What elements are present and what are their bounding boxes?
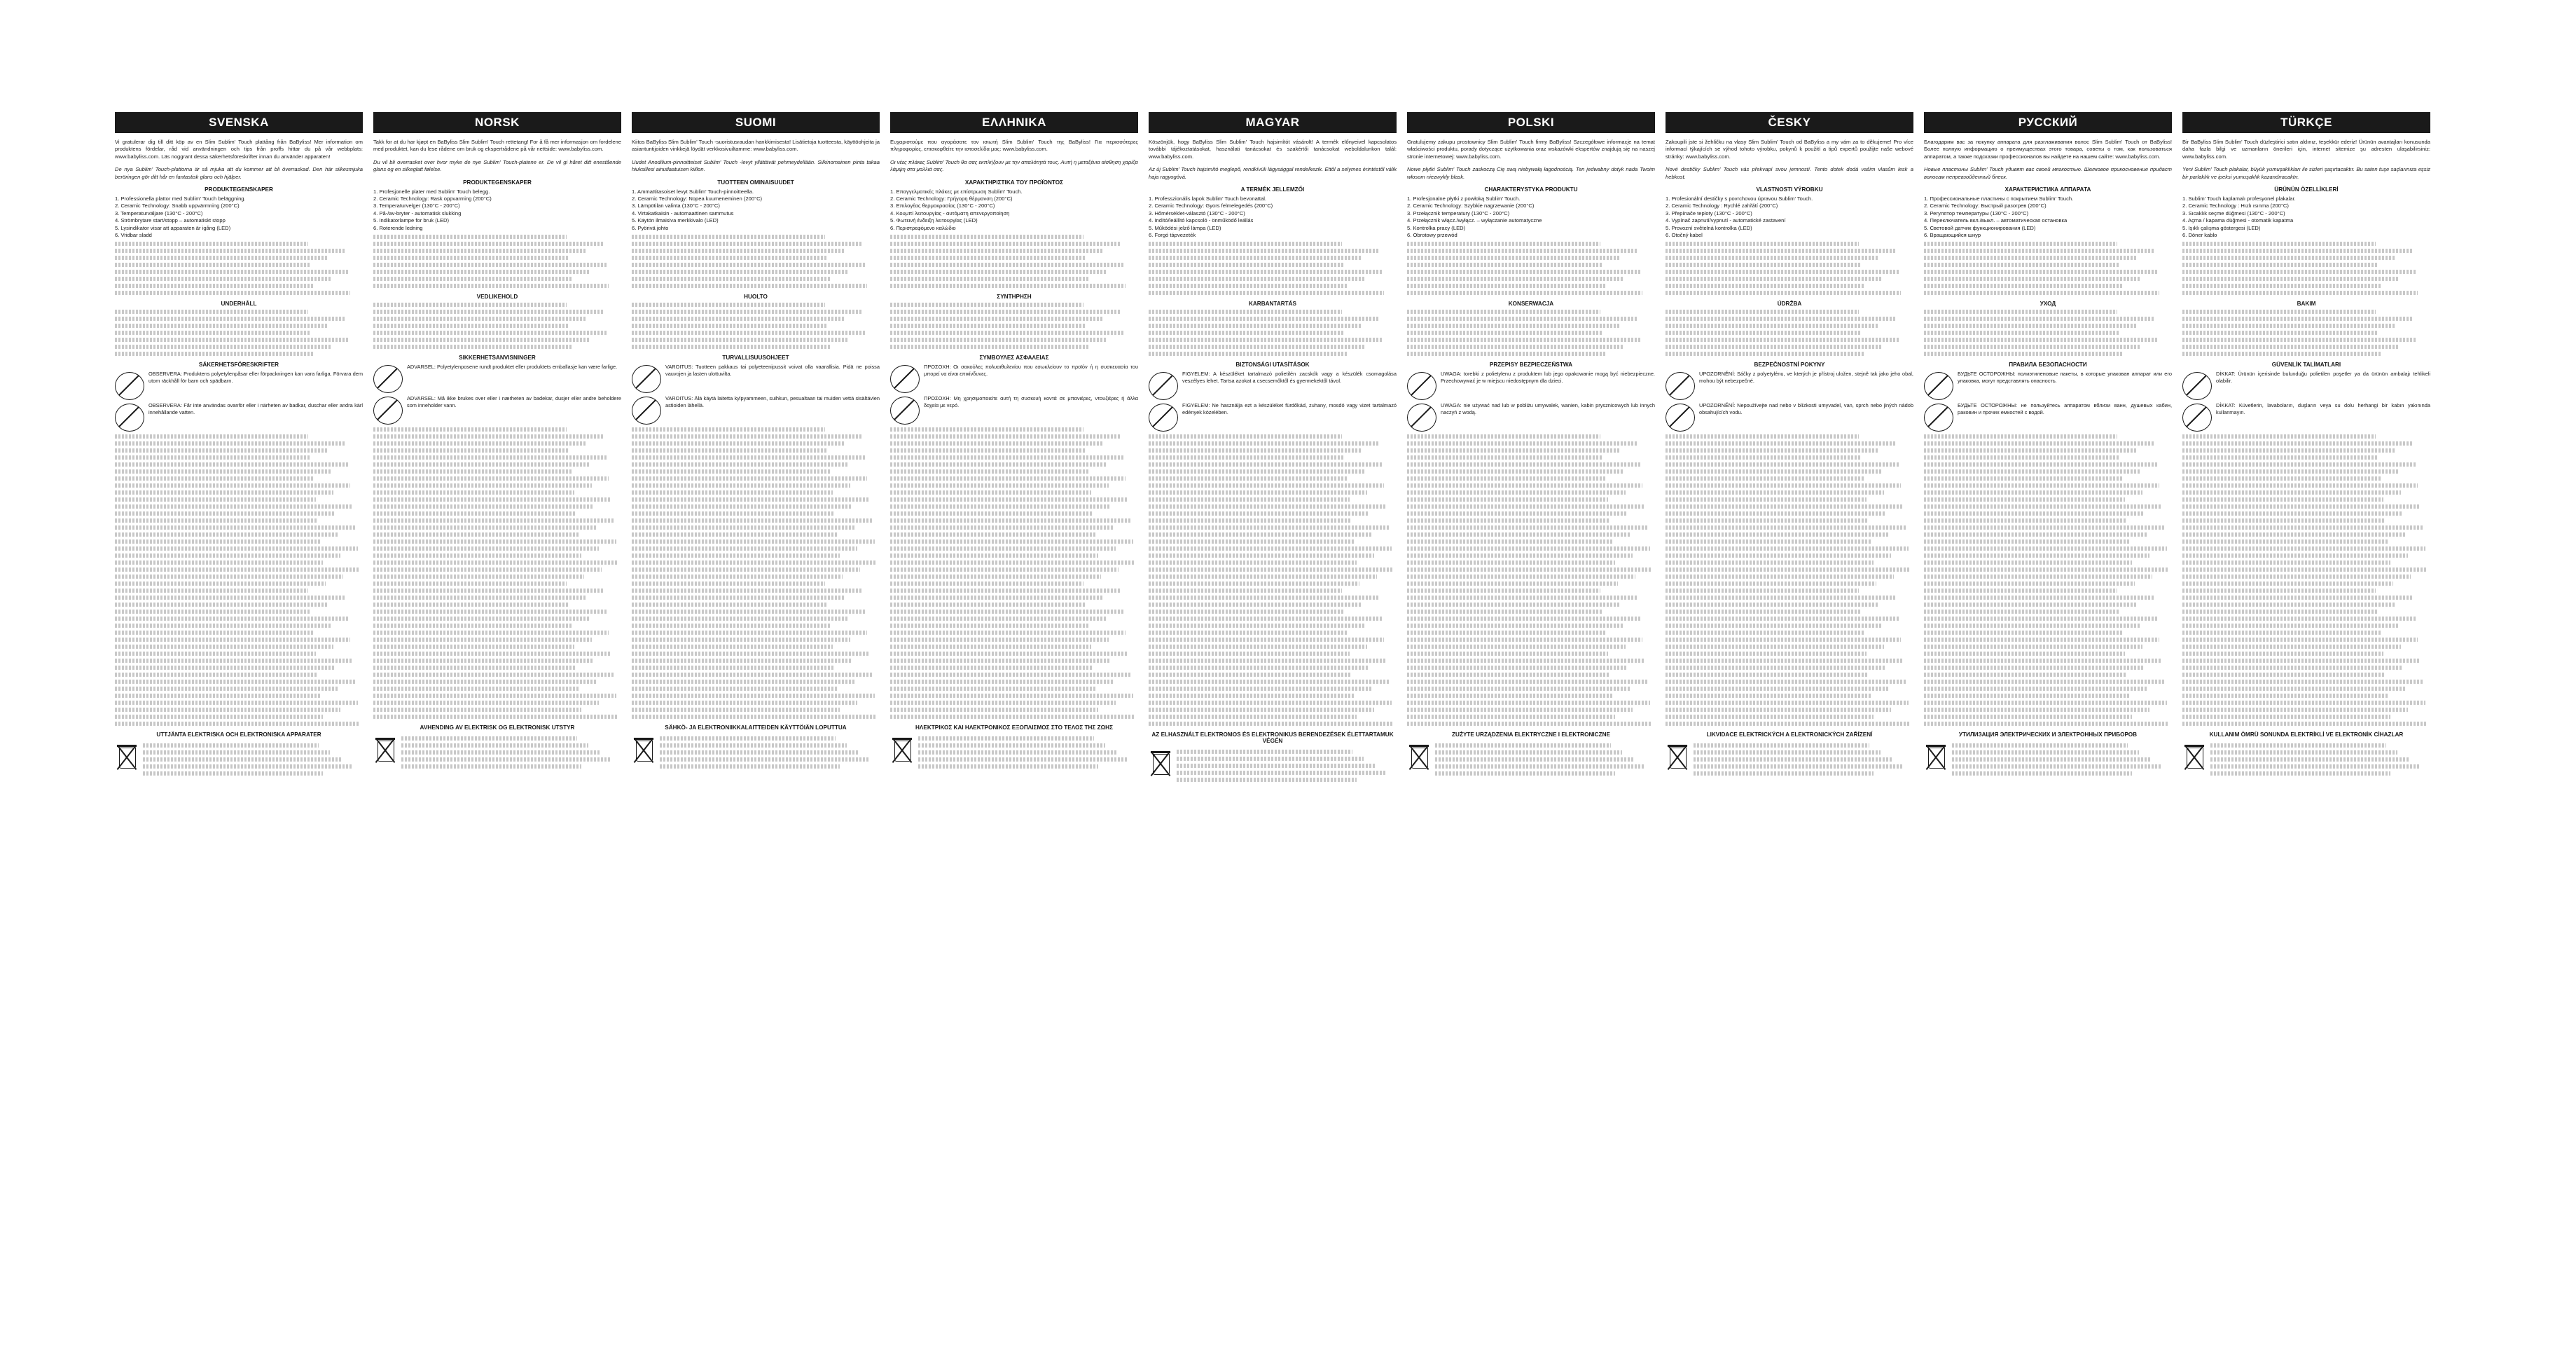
features-title: PRODUKTEGENSKAPER <box>463 179 532 186</box>
care-title: УХОД <box>2040 301 2056 308</box>
care-title: VEDLIKEHOLD <box>476 294 518 301</box>
feature-item: 4. Κουμπί λειτουργίας - αυτόματη απενεργοποίηση <box>890 209 1010 216</box>
safety-text-block <box>2182 434 2430 726</box>
safety-warning <box>1924 371 2172 400</box>
feature-item: 1. Profesjonelle plater med Sublim' Touch belegg. <box>373 188 490 195</box>
features-title: ÜRÜNÜN ÖZELLİKLERİ <box>2274 186 2339 193</box>
language-header: TÜRKÇE <box>2182 112 2430 133</box>
care-title: HUOLTO <box>744 294 768 301</box>
care-title: KONSERWACJA <box>1508 301 1554 308</box>
safety-title: PRZEPISY BEZPIECZEŃSTWA <box>1489 362 1573 369</box>
feature-item: 5. Működési jelző lámpa (LED) <box>1149 224 1221 231</box>
feature-item: 6. Forgó tápvezeték <box>1149 232 1196 239</box>
safety-text-block <box>1407 434 1655 726</box>
safety-warning-text: БУДЬТЕ ОСТОРОЖНЫ: полиэтиленовые пакеты, в которые упакован аппарат или его упаковка, могут представлять опасность. <box>1958 371 2172 385</box>
safety-warning-text: ADVARSEL: Polyetylenposene rundt produktet eller produktets emballasje kan være farlige. <box>407 364 618 371</box>
care-text-block <box>1666 310 1913 356</box>
body-text-block <box>115 242 363 295</box>
weee-notice <box>890 734 1138 771</box>
intro-italic-text: Nowe płytki Sublim' Touch zaskoczą Cię swą niebywałą łagodnością. Ten jedwabny dotyk nada Twoim włosom niezwykły blask. <box>1407 166 1655 180</box>
intro-text: Ευχαριστούμε που αγοράσατε τον ισιωτή Slim Sublim' Touch της BaByliss! Για περισσότερες πληροφορίες, επισκεφθείτε την ιστοσελίδα μας: www.babyliss.com. <box>890 139 1138 153</box>
language-column <box>373 112 621 1366</box>
weee-notice <box>1407 741 1655 778</box>
safety-warning <box>632 364 880 393</box>
features-title: PRODUKTEGENSKAPER <box>205 186 273 193</box>
language-header: РУССКИЙ <box>1924 112 2172 133</box>
features-list <box>1149 195 1397 239</box>
feature-item: 3. Przełącznik temperatury (130°C - 200°C) <box>1407 209 1510 216</box>
safety-title: BEZPEČNOSTNÍ POKYNY <box>1754 362 1825 369</box>
weee-title: LIKVIDACE ELEKTRICKÝCH A ELEKTRONICKÝCH ZAŘÍZENÍ <box>1706 731 1873 738</box>
safety-warning-text: UPOZORNĚNÍ: Sáčky z polyetylénu, ve kterých je přístroj uložen, stejně tak jako jeho obal, mohou být nebezpečné. <box>1699 371 1913 385</box>
safety-warning <box>1407 402 1655 432</box>
prohibition-icon <box>1924 372 1953 400</box>
feature-item: 3. Hőmérséklet-választó (130°C - 200°C) <box>1149 209 1245 216</box>
weee-title: SÄHKÖ- JA ELEKTRONIIKKALAITTEIDEN KÄYTTÖIÄN LOPUTTUA <box>665 724 847 731</box>
intro-italic-text: Nové destičky Sublim' Touch vás překvapí svou jemností. Tento dotek dodá vašim vlasům lesk a hebkost. <box>1666 166 1913 180</box>
safety-warning-text: ADVARSEL: Må ikke brukes over eller i nærheten av badekar, dusjer eller andre beholdere som inneholder vann. <box>407 395 621 409</box>
weee-title: AVHENDING AV ELEKTRISK OG ELEKTRONISK UTSTYR <box>420 724 575 731</box>
feature-item: 6. Obrotowy przewód <box>1407 232 1457 239</box>
feature-item: 3. Sıcaklık seçme düğmesi (130°C - 200°C) <box>2182 209 2285 216</box>
feature-item: 1. Sublim' Touch kaplamalı profesyonel plakalar. <box>2182 195 2296 202</box>
intro-text: Takk for at du har kjøpt en BaByliss Slim Sublim' Touch rettetang! For å få mer informasjon om fordelene med produktet, kan du lese rådene om bruk og ekspertrådene på vår nettside: www.babyliss.com. <box>373 139 621 153</box>
intro-text: Gratulujemy zakupu prostownicy Slim Sublim' Touch firmy BaByliss! Szczegółowe informacje na temat właściwości produktu, porady dotyczące użytkowania oraz wskazówki ekspertów znajdują się na naszej stronie internetowej: www.babyliss.com. <box>1407 139 1655 160</box>
features-title: VLASTNOSTI VÝROBKU <box>1756 186 1823 193</box>
intro-text: Zakoupili jste si žehličku na vlasy Slim Sublim' Touch od BaByliss a my vám za to děkujeme! Pro více informací týkajících se výhod tohoto výrobku, pokynů k použití a tipů expertů použijte naše webové stránky: www.babyliss.com. <box>1666 139 1913 160</box>
feature-item: 2. Ceramic Technology: Rask oppvarming (200°C) <box>373 195 492 202</box>
feature-item: 4. Açma / kapama düğmesi - otomatik kapatma <box>2182 217 2294 224</box>
intro-text: Vi gratulerar dig till ditt köp av en Slim Sublim' Touch plattång från BaByliss! Mer information om produktens fördelar, råd vid användningen och tips från proffs hittar du på vår webbplats: www.babyliss.com. Läs noggrant dessa säkerhetsföreskrifter innan du använder apparaten! <box>115 139 363 160</box>
prohibition-icon <box>890 397 920 425</box>
safety-warning-text: БУДЬТЕ ОСТОРОЖНЫ: не пользуйтесь аппаратом вблизи ванн, душевых кабин, раковин и прочих емкостей с водой. <box>1958 402 2172 416</box>
features-list <box>373 188 621 232</box>
features-list <box>1924 195 2172 239</box>
features-title: TUOTTEEN OMINAISUUDET <box>717 179 794 186</box>
crossed-bin-icon <box>2182 742 2206 771</box>
feature-item: 5. Işıklı çalışma göstergesi (LED) <box>2182 224 2261 231</box>
features-title: ХАРАКТЕРИСТИКА АППАРАТА <box>2004 186 2091 193</box>
intro-text: Bir BaByliss Slim Sublim' Touch düzleştirici satın aldınız, teşekkür ederiz! Ürünün avantajları konusunda daha fazla bilgi ve uzmanların önerileri için, internet sitemize şu adresten ulaşabilirsiniz: www.babyliss.com. <box>2182 139 2430 160</box>
safety-warning <box>373 364 621 393</box>
weee-title: AZ ELHASZNÁLT ELEKTROMOS ÉS ELEKTRONIKUS BERENDEZÉSEK ÉLETTARTAMUK VÉGÉN <box>1151 731 1394 745</box>
prohibition-icon <box>373 397 403 425</box>
crossed-bin-icon <box>632 735 656 764</box>
weee-notice <box>632 734 880 771</box>
language-column <box>1407 112 1655 1366</box>
safety-warning-text: UWAGA: nie używać nad lub w pobliżu umywalek, wanien, kabin prysznicowych lub innych naczyń z wodą. <box>1441 402 1655 416</box>
safety-warning <box>1407 371 1655 400</box>
prohibition-icon <box>1407 372 1436 400</box>
feature-item: 3. Επιλογέας θερμοκρασίας (130°C - 200°C) <box>890 202 995 209</box>
feature-item: 4. På-/av-bryter - automatisk slukking <box>373 209 462 216</box>
prohibition-icon <box>1924 404 1953 432</box>
care-title: BAKIM <box>2297 301 2316 308</box>
safety-title: SIKKERHETSANVISNINGER <box>459 355 536 362</box>
safety-warning-text: DİKKAT: Ürünün içerisinde bulunduğu polietilen poşetler ya da ürünün ambalajı tehlikeli olabilir. <box>2216 371 2430 385</box>
feature-item: 6. Περιστρεφόμενο καλώδιο <box>890 224 956 231</box>
safety-warning <box>1149 371 1397 400</box>
intro-italic-text: De nya Sublim' Touch-plattorna är så mjuka att du kommer att bli överraskad. Den här silkesmjuka beröringen gör ditt hår en fantastisk glans och hjälper. <box>115 166 363 180</box>
weee-text-block <box>401 734 621 771</box>
feature-item: 5. Kontrolka pracy (LED) <box>1407 224 1466 231</box>
feature-item: 5. Käytön ilmaisiva merkkivalo (LED) <box>632 217 719 224</box>
weee-notice <box>1666 741 1913 778</box>
feature-item: 4. Vypínač zapnutí/vypnutí - automatické zastavení <box>1666 217 1786 224</box>
weee-notice <box>115 741 363 778</box>
language-header: MAGYAR <box>1149 112 1397 133</box>
intro-italic-text: Du vil bli overrasket over hvor myke de nye Sublim' Touch-platene er. De vil gi håret ditt enestående glans og en silkeglatt følelse. <box>373 158 621 173</box>
safety-warning <box>890 364 1138 393</box>
safety-title: GÜVENLİK TALİMATLARI <box>2271 362 2341 369</box>
body-text-block <box>1407 242 1655 295</box>
feature-item: 5. Provozní světelná kontrolka (LED) <box>1666 224 1752 231</box>
feature-item: 6. Vridbar sladd <box>115 232 152 239</box>
language-column <box>2182 112 2430 1366</box>
weee-text-block <box>1435 741 1655 778</box>
crossed-bin-icon <box>1924 742 1948 771</box>
feature-item: 2. Ceramic Technology: Gyors felmelegedés (200°C) <box>1149 202 1273 209</box>
intro-italic-text: Uudet Anodilium-pinnoitteiset Sublim' Touch -levyt yllättävät pehmeydellään. Silkinomainen pinta takaa hiuksillesi ainutlaatuisen kiillon. <box>632 158 880 173</box>
feature-item: 1. Professzionális lapok Sublim' Touch bevonattal. <box>1149 195 1267 202</box>
safety-warning-text: DİKKAT: Küvetlerin, lavaboların, duşların veya su dolu herhangi bir kabın yakınında kullanmayın. <box>2216 402 2430 416</box>
feature-item: 6. Roterende ledning <box>373 224 423 231</box>
care-text-block <box>1924 310 2172 356</box>
intro-italic-text: Новые пластины Sublim' Touch удивят вас своей мягкостью. Шелковое прикосновение придаст волосам непревзойденный блеск. <box>1924 166 2172 180</box>
language-column <box>1924 112 2172 1366</box>
crossed-bin-icon <box>1149 748 1172 778</box>
safety-warning <box>373 395 621 425</box>
feature-item: 3. Lämpötilan valinta (130°C - 200°C) <box>632 202 720 209</box>
weee-title: ΗΛΕΚΤΡΙΚΟΣ ΚΑΙ ΗΛΕΚΤΡΟΝΙΚΟΣ ΕΞΟΠΛΙΣΜΟΣ ΣΤΟ ΤΕΛΟΣ ΤΗΣ ΖΩΗΣ <box>915 724 1113 731</box>
feature-item: 3. Temperaturvelger (130°C - 200°C) <box>373 202 460 209</box>
feature-item: 3. Přepínače teploty (130°C - 200°C) <box>1666 209 1752 216</box>
safety-warning <box>2182 371 2430 400</box>
feature-item: 5. Lysindikator visar att apparaten är igång (LED) <box>115 224 231 231</box>
prohibition-icon <box>2182 372 2212 400</box>
weee-text-block <box>1952 741 2172 778</box>
intro-italic-text: Οι νέες πλάκες Sublim' Touch θα σας εκπλήξουν με την απαλότητά τους. Αυτή η μεταξένια αίσθηση χαρίζει λάμψη στα μαλλιά σας. <box>890 158 1138 173</box>
safety-warning-text: UPOZORNĚNÍ: Nepoužívejte nad nebo v blízkosti umyvadel, van, sprch nebo jiných nádob obsahujících vodu. <box>1699 402 1913 416</box>
features-list <box>115 195 363 239</box>
feature-item: 4. Virtakatkaisin - automaattinen sammutus <box>632 209 734 216</box>
feature-item: 3. Temperaturväljare (130°C - 200°C) <box>115 209 203 216</box>
prohibition-icon <box>115 372 144 400</box>
weee-title: UTTJÄNTA ELEKTRISKA OCH ELEKTRONISKA APPARATER <box>156 731 321 738</box>
feature-item: 1. Ammattitasoiset levyt Sublim' Touch-pinnoitteella. <box>632 188 754 195</box>
safety-warning-text: FIGYELEM: A készüléket tartalmazó polietilén zacskók vagy a készülék csomagolása veszélyes lehet. Tartsa azokat a csecsemőktől és gyermekektől távol. <box>1182 371 1397 385</box>
care-title: UNDERHÅLL <box>221 301 257 308</box>
body-text-block <box>890 235 1138 288</box>
weee-text-block <box>1694 741 1913 778</box>
weee-title: KULLANIM ÖMRÜ SONUNDA ELEKTRİKLİ VE ELEKTRONİK CİHAZLAR <box>2209 731 2404 738</box>
safety-warning-text: OBSERVERA: Får inte användas ovanför eller i närheten av badkar, duschar eller andra kärl innehållande vatten. <box>148 402 363 416</box>
safety-warning-text: UWAGA: torebki z polietylenu z produktem lub jego opakowanie mogą być niebezpieczne. Przechowywać je w miejscu niedostępnym dla dzieci. <box>1441 371 1655 385</box>
feature-item: 6. Вращающийся шнур <box>1924 232 1981 239</box>
safety-text-block <box>890 427 1138 719</box>
safety-warning <box>115 371 363 400</box>
weee-text-block <box>660 734 880 771</box>
feature-item: 2. Ceramic Technology : Rychlé zahřátí (200°C) <box>1666 202 1778 209</box>
feature-item: 4. Переключатель вкл./выкл. – автоматическая остановка <box>1924 217 2068 224</box>
safety-text-block <box>1924 434 2172 726</box>
safety-title: ΣΥΜΒΟΥΛΕΣ ΑΣΦΑΛΕΙΑΣ <box>979 355 1049 362</box>
language-header: ΕΛΛΗΝΙΚΑ <box>890 112 1138 133</box>
feature-item: 2. Ceramic Technology: Быстрый разогрев (200°C) <box>1924 202 2047 209</box>
prohibition-icon <box>890 365 920 393</box>
weee-text-block <box>1177 747 1397 785</box>
safety-warning-text: OBSERVERA: Produktens polyetylenpåsar eller förpackningen kan vara farliga. Förvara dem utom räckhåll för barn och spädbarn. <box>148 371 363 385</box>
feature-item: 2. Ceramic Technology: Snabb uppvärmning (200°C) <box>115 202 240 209</box>
safety-warning <box>632 395 880 425</box>
care-text-block <box>1149 310 1397 356</box>
safety-title: ПРАВИЛА БЕЗОПАСНОСТИ <box>2009 362 2087 369</box>
prohibition-icon <box>632 397 661 425</box>
safety-title: BIZTONSÁGI UTASÍTÁSOK <box>1235 362 1310 369</box>
weee-notice <box>373 734 621 771</box>
prohibition-icon <box>1149 404 1178 432</box>
prohibition-icon <box>1666 372 1695 400</box>
features-list <box>890 188 1138 232</box>
language-header: POLSKI <box>1407 112 1655 133</box>
safety-warning <box>1666 402 1913 432</box>
language-header: NORSK <box>373 112 621 133</box>
feature-item: 2. Ceramic Technology: Γρήγορη θέρμανση (200°C) <box>890 195 1013 202</box>
care-title: ÚDRŽBA <box>1777 301 1802 308</box>
care-text-block <box>632 303 880 349</box>
safety-text-block <box>115 434 363 726</box>
safety-warning-text: ΠΡΟΣΟΧΗ: Μη χρησιμοποιείτε αυτή τη συσκευή κοντά σε μπανιέρες, ντουζιέρες ή άλλα δοχεία με νερό. <box>924 395 1138 409</box>
intro-text: Благодарим вас за покупку аппарата для разглаживания волос Slim Sublim' Touch от BaByliss! Более полную информацию о преимуществах этого товара, советы о том, как пользоваться аппаратом, а также подсказки профессионалов вы найдете на нашем сайте: www.babyliss.com. <box>1924 139 2172 160</box>
crossed-bin-icon <box>890 735 914 764</box>
body-text-block <box>632 235 880 288</box>
prohibition-icon <box>2182 404 2212 432</box>
body-text-block <box>1924 242 2172 295</box>
feature-item: 2. Ceramic Technology : Hızlı ısınma (200°C) <box>2182 202 2289 209</box>
safety-warning <box>1924 402 2172 432</box>
features-title: A TERMÉK JELLEMZŐI <box>1240 186 1305 193</box>
safety-text-block <box>373 427 621 719</box>
feature-item: 6. Pyörivä johto <box>632 224 669 231</box>
safety-warning <box>1149 402 1397 432</box>
prohibition-icon <box>632 365 661 393</box>
prohibition-icon <box>1149 372 1178 400</box>
care-text-block <box>890 303 1138 349</box>
safety-warning-text: ΠΡΟΣΟΧΗ: Οι σακούλες πολυαιθυλενίου που εσωκλείουν το προϊόν ή η συσκευασία του μπορεί να είναι επικίνδυνες. <box>924 364 1138 378</box>
care-title: ΣΥΝΤΗΡΗΣΗ <box>997 294 1032 301</box>
prohibition-icon <box>115 404 144 432</box>
feature-item: 1. Profesjonalne płytki z powłoką Sublim' Touch. <box>1407 195 1521 202</box>
language-header: SVENSKA <box>115 112 363 133</box>
feature-item: 1. Profesionální destičky s povrchovou úpravou Sublim' Touch. <box>1666 195 1813 202</box>
language-column <box>1666 112 1913 1366</box>
safety-text-block <box>632 427 880 719</box>
crossed-bin-icon <box>1407 742 1431 771</box>
intro-italic-text: Az új Sublim' Touch hajsimító meglepő, rendkívüli lágysággal rendelkezik. Ettől a selymes érintéstől válik haja ragyogóvá. <box>1149 166 1397 180</box>
safety-warning-text: FIGYELEM: Ne használja ezt a készüléket fürdőkád, zuhany, mosdó vagy vizet tartalmazó edények közelében. <box>1182 402 1397 416</box>
features-list <box>632 188 880 232</box>
feature-item: 6. Otočný kabel <box>1666 232 1703 239</box>
safety-text-block <box>1666 434 1913 726</box>
feature-item: 6. Döner kablo <box>2182 232 2217 239</box>
safety-title: TURVALLISUUSOHJEET <box>722 355 789 362</box>
crossed-bin-icon <box>115 742 139 771</box>
feature-item: 3. Регулятор температуры (130°C - 200°C) <box>1924 209 2028 216</box>
feature-item: 2. Ceramic Technology: Szybkie nagrzewanie (200°C) <box>1407 202 1535 209</box>
care-text-block <box>2182 310 2430 356</box>
weee-text-block <box>143 741 363 778</box>
safety-warning-text: VAROITUS: Tuotteen pakkaus tai polyeteenipussit voivat olla vaarallisia. Pidä ne poissa vauvojen ja lasten ulottuvilta. <box>665 364 880 378</box>
body-text-block <box>1666 242 1913 295</box>
feature-item: 1. Επαγγελματικές πλάκες με επίστρωση Sublim' Touch. <box>890 188 1023 195</box>
weee-text-block <box>2210 741 2430 778</box>
safety-warning-text: VAROITUS: Älä käytä laitetta kylpyammeen, suihkun, pesualtaan tai muiden vettä sisältävien astioiden lähellä. <box>665 395 880 409</box>
language-column <box>115 112 363 1366</box>
feature-item: 5. Световой датчик функционирования (LED) <box>1924 224 2036 231</box>
crossed-bin-icon <box>1666 742 1689 771</box>
weee-notice <box>2182 741 2430 778</box>
body-text-block <box>1149 242 1397 295</box>
prohibition-icon <box>373 365 403 393</box>
language-column <box>1149 112 1397 1366</box>
language-header: ČESKY <box>1666 112 1913 133</box>
care-title: KARBANTARTÁS <box>1248 301 1297 308</box>
intro-text: Kiitos BaByliss Slim Sublim' Touch -suoristusraudan hankkimisesta! Lisätietoja tuotteesta, käyttöohjeita ja asiantuntijoiden vinkkejä löydät verkkosivuiltamme: www.babyliss.com. <box>632 139 880 153</box>
care-text-block <box>1407 310 1655 356</box>
features-title: ΧΑΡΑΚΤΗΡΙΣΤΙΚΑ ΤΟΥ ΠΡΟΪΟΝΤΟΣ <box>964 179 1064 186</box>
prohibition-icon <box>1407 404 1436 432</box>
safety-title: SÄKERHETSFÖRESKRIFTER <box>198 362 279 369</box>
weee-title: УТИЛИЗАЦИЯ ЭЛЕКТРИЧЕСКИХ И ЭЛЕКТРОННЫХ ПРИБОРОВ <box>1958 731 2138 738</box>
crossed-bin-icon <box>373 735 397 764</box>
feature-item: 5. Indikatorlampe for bruk (LED) <box>373 217 450 224</box>
safety-warning <box>115 402 363 432</box>
safety-warning <box>2182 402 2430 432</box>
weee-notice <box>1924 741 2172 778</box>
feature-item: 4. Przełącznik włącz./wyłącz. – wyłączanie automatyczne <box>1407 217 1542 224</box>
language-header: SUOMI <box>632 112 880 133</box>
feature-item: 4. Indító/leállító kapcsoló - önműködő leállás <box>1149 217 1254 224</box>
features-list <box>1666 195 1913 239</box>
weee-notice <box>1149 747 1397 785</box>
care-text-block <box>373 303 621 349</box>
feature-item: 4. Strömbrytare start/stopp – automatiskt stopp <box>115 217 226 224</box>
intro-text: Köszönjük, hogy BaByliss Slim Sublim' Touch hajsimítót vásárolt! A termék előnyeivel kapcsolatos további tájékoztatásokat, használati tanácsokat és szakértői tanácsokat weboldalunkon talál: www.babyliss.com. <box>1149 139 1397 160</box>
feature-item: 5. Φωτεινή ένδειξη λειτουργίας (LED) <box>890 217 978 224</box>
feature-item: 2. Ceramic Technology: Nopea kuumeneminen (200°C) <box>632 195 763 202</box>
weee-title: ZUŻYTE URZĄDZENIA ELEKTRYCZNE I ELEKTRONICZNE <box>1452 731 1610 738</box>
prohibition-icon <box>1666 404 1695 432</box>
feature-item: 1. Профессиональные пластины с покрытием Sublim' Touch. <box>1924 195 2074 202</box>
language-column <box>890 112 1138 1366</box>
safety-warning <box>1666 371 1913 400</box>
body-text-block <box>2182 242 2430 295</box>
features-list <box>2182 195 2430 239</box>
intro-italic-text: Yeni Sublim' Touch plakalar, büyük yumuşaklıkları ile sizleri şaşırtacaktır. Bu saten tuşe saçlarınıza eşsiz bir parlaklık ve ipeksi yumuşaklık kazandıracaktır. <box>2182 166 2430 180</box>
language-column <box>632 112 880 1366</box>
feature-item: 1. Professionella plattor med Sublim' Touch beläggning. <box>115 195 246 202</box>
body-text-block <box>373 235 621 288</box>
features-title: CHARAKTERYSTYKA PRODUKTU <box>1484 186 1578 193</box>
care-text-block <box>115 310 363 356</box>
safety-warning <box>890 395 1138 425</box>
features-list <box>1407 195 1655 239</box>
weee-text-block <box>918 734 1138 771</box>
safety-text-block <box>1149 434 1397 726</box>
